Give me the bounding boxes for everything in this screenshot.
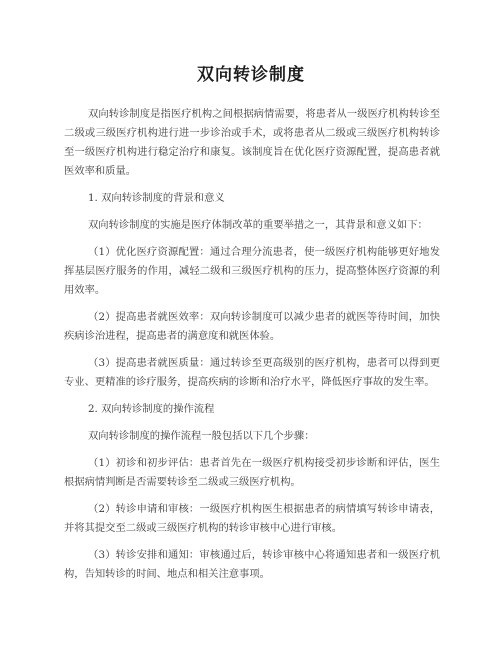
intro-paragraph: 双向转诊制度是指医疗机构之间根据病情需要，将患者从一级医疗机构转诊至二级或三级医疗机构进行进一步诊治或手术，或将患者从二级或三级医疗机构转诊至一级医疗机构进行稳定治疗和康复。该制度旨在优化医疗资源配置，提高患者就医效率和质量。 (64, 108, 440, 177)
section-2-heading: 2. 双向转诊制度的操作流程 (88, 403, 215, 415)
section-1-lead: 双向转诊制度的实施是医疗体制改革的重要举措之一，其背景和意义如下： (88, 219, 428, 231)
section-2-lead: 双向转诊制度的操作流程一般包括以下几个步骤： (88, 430, 315, 442)
section-2-item-1: （1）初诊和初步评估：患者首先在一级医疗机构接受初步诊断和评估，医生根据病情判断是否需要转诊至二级或三级医疗机构。 (64, 457, 440, 488)
section-1-heading: 1. 双向转诊制度的背景和意义 (88, 192, 225, 204)
section-1-item-3: （3）提高患者就医质量：通过转诊至更高级别的医疗机构，患者可以得到更专业、更精准的诊疗服务，提高疾病的诊断和治疗水平，降低医疗事故的发生率。 (64, 357, 440, 388)
section-2-item-3: （3）转诊安排和通知：审核通过后，转诊审核中心将通知患者和一级医疗机构，告知转诊的时间、地点和相关注意事项。 (64, 549, 440, 580)
section-1-item-1: （1）优化医疗资源配置：通过合理分流患者，使一级医疗机构能够更好地发挥基层医疗服务的作用，减轻二级和三级医疗机构的压力，提高整体医疗资源的利用效率。 (64, 246, 440, 296)
section-1-item-2: （2）提高患者就医效率：双向转诊制度可以减少患者的就医等待时间，加快疾病诊治进程，提高患者的满意度和就医体验。 (64, 311, 440, 342)
document-title: 双向转诊制度 (197, 65, 305, 85)
section-2-item-2: （2）转诊申请和审核：一级医疗机构医生根据患者的病情填写转诊申请表，并将其提交至二级或三级医疗机构的转诊审核中心进行审核。 (64, 503, 440, 534)
